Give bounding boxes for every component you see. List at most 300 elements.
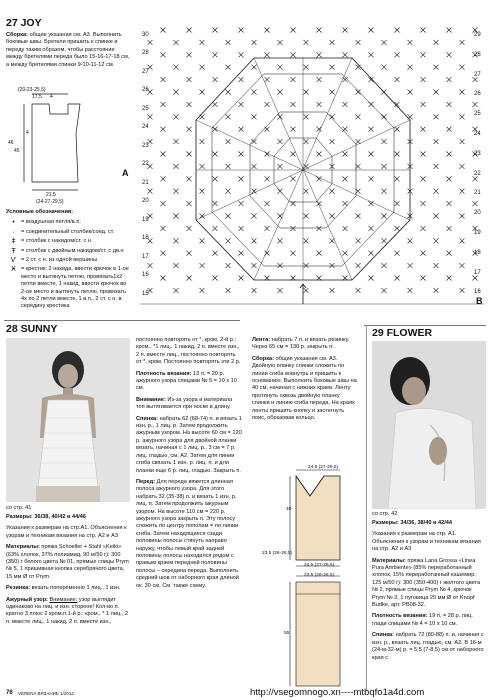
crochet-cross-mark (421, 276, 426, 281)
lace-text: узор выглядит одинаково на лиц. и изн. стороне! Кол-во п. кратно 3 плюс 2 кром.п.1-й р.: кром., * 1 лиц., 2 п. вместе лиц., 1 накид, 2 п. вместе изн., (6, 596, 129, 625)
crochet-cross-mark (161, 226, 166, 231)
crochet-cross-mark (174, 263, 179, 268)
crochet-cross-mark (434, 164, 439, 169)
joy-assembly-heading: Сборка: (6, 32, 29, 38)
lace-heading: Ажурный узор: (6, 596, 48, 603)
crochet-cross-mark (200, 189, 205, 194)
magazine-name: VERENA ВЯЗАНИЕ 1/2012 (18, 691, 74, 696)
crochet-cross-mark (434, 214, 439, 219)
crochet-cross-mark (174, 238, 179, 243)
dim-g: 23,5 (26-28,5) (262, 551, 293, 556)
back-heading: Спинка: (136, 415, 159, 422)
crochet-cross-mark (213, 226, 218, 231)
crochet-cross-mark (369, 52, 374, 57)
section-title-sunny: 28 SUNNY (6, 323, 58, 335)
crochet-cross-mark (343, 176, 348, 181)
crochet-cross-mark (174, 288, 179, 293)
crochet-cross-mark (382, 114, 387, 119)
sizes-label: Размеры (6, 514, 31, 520)
crochet-cross-mark (408, 65, 413, 70)
crochet-cross-mark (213, 28, 218, 33)
crochet-cross-mark (369, 152, 374, 157)
crochet-cross-mark (187, 276, 192, 281)
crochet-cross-mark (382, 40, 387, 45)
crochet-cross-mark (265, 102, 270, 107)
crochet-cross-mark (434, 40, 439, 45)
row-number: 23 (142, 143, 149, 149)
front-heading: Перед: (136, 478, 156, 485)
crochet-cross-mark (265, 176, 270, 181)
strip-heading: Лента: (252, 337, 271, 343)
crochet-cross-mark (434, 263, 439, 268)
row-number: 24 (142, 124, 149, 130)
row-number: 18 (474, 249, 481, 256)
crochet-cross-mark (382, 139, 387, 144)
crochet-cross-mark (239, 226, 244, 231)
crochet-cross-mark (369, 251, 374, 256)
crochet-cross-mark (226, 90, 231, 95)
crochet-cross-mark (473, 276, 478, 281)
row-number: 28 (474, 51, 481, 58)
caption-flower: со стр. 42 (372, 511, 398, 517)
crochet-cross-mark (317, 77, 322, 82)
joy-pattern-schematic (4, 86, 134, 198)
chain-stitch-icon: • (12, 219, 15, 227)
crochet-cross-mark (252, 90, 257, 95)
crochet-cross-mark (356, 114, 361, 119)
crochet-cross-mark (226, 263, 231, 268)
sunny-col2 (136, 337, 242, 594)
back-heading: Спинка: (372, 632, 395, 639)
crochet-cross-mark (408, 238, 413, 243)
double-crochet-icon: ǂ (11, 238, 16, 246)
crochet-cross-mark (343, 152, 348, 157)
crochet-cross-mark (317, 251, 322, 256)
crochet-cross-mark (174, 139, 179, 144)
crochet-cross-mark (161, 201, 166, 206)
assembly-heading: Сборка: (252, 355, 275, 362)
crochet-cross-mark (460, 214, 465, 219)
caption-sunny: со стр. 41 (6, 505, 32, 511)
sizes-note: Указания к размерам на стр. А1. Объяснения к узорам и техникам вязания на стр. А2 и А3 (372, 531, 481, 553)
crochet-cross-mark (304, 139, 309, 144)
crochet-cross-mark (447, 226, 452, 231)
chart-label-b: B (476, 296, 483, 306)
dim-top2: 17,5 (32, 94, 42, 100)
crochet-chart (140, 22, 484, 318)
crochet-cross-mark (304, 238, 309, 243)
crochet-cross-mark (421, 52, 426, 57)
row-number: 24 (474, 131, 481, 137)
crochet-cross-mark (447, 152, 452, 157)
section-title-joy: 27 JOY (6, 17, 42, 29)
rib-text: вязать попеременно 1 лиц., 1 изн. (31, 585, 121, 592)
crochet-cross-mark (330, 90, 335, 95)
crochet-cross-mark (213, 52, 218, 57)
crochet-cross-mark (317, 152, 322, 157)
dim-bottom2: (24-27-29,5) (36, 199, 64, 205)
row-number: 15 (142, 291, 149, 297)
crochet-cross-mark (239, 28, 244, 33)
crochet-cross-mark (200, 164, 205, 169)
crochet-cross-mark (356, 214, 361, 219)
dim-j: 23,5 (26-28,5) (304, 573, 335, 578)
crochet-cross-mark (174, 164, 179, 169)
crochet-cross-mark (278, 65, 283, 70)
crochet-cross-mark (291, 176, 296, 181)
crochet-cross-mark (226, 214, 231, 219)
crochet-cross-mark (252, 114, 257, 119)
crochet-cross-mark (278, 263, 283, 268)
crochet-cross-mark (460, 189, 465, 194)
crochet-cross-mark (239, 251, 244, 256)
legend-text: = столбик с двойным накидом/ст. с дв.н (21, 247, 124, 254)
crochet-cross-mark (473, 201, 478, 206)
crochet-cross-mark (304, 65, 309, 70)
crochet-cross-mark (460, 263, 465, 268)
model-photo-flower (372, 341, 486, 509)
crochet-cross-mark (187, 77, 192, 82)
crochet-cross-mark (447, 28, 452, 33)
materials-heading: Материалы: (372, 557, 406, 564)
crochet-cross-mark (395, 28, 400, 33)
crochet-cross-mark (213, 201, 218, 206)
sizes-value: 34/36, 38/40 и 42/44 (400, 520, 452, 526)
crochet-cross-mark (161, 152, 166, 157)
dim-bottom: 21,5 (46, 192, 56, 198)
crochet-cross-mark (291, 226, 296, 231)
crochet-cross-mark (291, 102, 296, 107)
crochet-cross-mark (434, 288, 439, 293)
crochet-cross-mark (356, 90, 361, 95)
crochet-cross-mark (200, 40, 205, 45)
crochet-cross-mark (226, 164, 231, 169)
lace-continued: постоянно повторять от *, кром. 2-й р.: кром., *1 лиц., 1 накид, 2 п. вместе изн., 2 п. вместе лиц., постоянно повторять от *, кром. Постоянно повторять эти 2 р. (136, 337, 241, 366)
crochet-cross-mark (226, 288, 231, 293)
crochet-cross-mark (369, 28, 374, 33)
materials-heading: Материалы: (6, 544, 40, 551)
lace-attn: Внимание: (49, 596, 78, 603)
crochet-cross-mark (239, 77, 244, 82)
crochet-cross-mark (174, 40, 179, 45)
crochet-cross-mark (148, 114, 153, 119)
row-number: 29 (474, 32, 481, 38)
crochet-cross-mark (408, 90, 413, 95)
divider (4, 320, 240, 321)
crochet-cross-mark (161, 28, 166, 33)
row-number: 30 (142, 32, 149, 38)
crochet-cross-mark (213, 77, 218, 82)
joy-assembly-block (6, 32, 132, 73)
crochet-cross-mark (174, 189, 179, 194)
crochet-cross-mark (291, 52, 296, 57)
crochet-cross-mark (317, 28, 322, 33)
row-number: 23 (474, 150, 481, 157)
crochet-cross-mark (434, 114, 439, 119)
crochet-cross-mark (356, 40, 361, 45)
crochet-cross-mark (421, 77, 426, 82)
crochet-cross-mark (265, 52, 270, 57)
joy-assembly-text: общие указания см. А3. Выполнить боковые швы. Бретели пришить к спинке и переду таким образом, чтобы расстояние между бретелями переда было 15-16-17-18 см, а между бретелями спинки 9-10-11-12 см. (6, 32, 130, 68)
source-url-link[interactable]: http://vsegomnogo.xn----mtbqfo1a4d.com (250, 687, 425, 698)
crochet-cross-mark (395, 201, 400, 206)
crochet-cross-mark (174, 90, 179, 95)
sunny-col1: Размеры: 36/38, 40/42 и 44/46 Указания к размерам на стр.А1. Объяснения к узорам и техникам вязания на стр. А2 и А3 Материалы: пряжа Schoeller + Stahl «Keiki» (63% хлопок, 37% полиамид, 90 м/50 г): 300 (350) г белого цвета № 01, прямые спицы Prym № 5, 1 пришивная кнопка серебряного цвета, 15 мм Ø от Prym. Резинка: вязать попеременно 1 лиц., 1 изн. Ажурный узор: Внимание: узор выглядит одинаково на лиц. и изн. стороне! Кол-во п. кратно 3 плюс 2 кром.п.1-й р.: кром., * 1 лиц., 2 п. вместе лиц., 1 накид, 2 п. вместе изн., (6, 514, 132, 630)
crochet-cross-mark (382, 288, 387, 293)
crochet-cross-mark (382, 65, 387, 70)
crochet-cross-mark (200, 90, 205, 95)
rib-heading: Резинка: (6, 585, 31, 592)
crochet-cross-mark (265, 28, 270, 33)
crochet-cross-mark (200, 263, 205, 268)
crochet-cross-mark (395, 276, 400, 281)
crochet-cross-mark (330, 65, 335, 70)
legend-text: = воздушная петля/в.п. (21, 219, 81, 226)
dim-top: (20-23-25,5) (18, 87, 46, 93)
crochet-cross-mark (447, 102, 452, 107)
crochet-cross-mark (382, 189, 387, 194)
row-number: 22 (142, 161, 149, 167)
crochet-cross-mark (291, 251, 296, 256)
sizes-note: Указания к размерам на стр.А1. Объяснения к узорам и техникам вязания на стр. А2 и А3 (6, 525, 127, 539)
crochet-cross-mark (434, 189, 439, 194)
crochet-cross-mark (460, 238, 465, 243)
crochet-cross-mark (239, 52, 244, 57)
crochet-cross-mark (200, 238, 205, 243)
crochet-cross-mark (226, 65, 231, 70)
crochet-cross-mark (356, 238, 361, 243)
crochet-cross-mark (343, 226, 348, 231)
crochet-cross-mark (174, 114, 179, 119)
sizes-label: Размеры (372, 520, 397, 526)
crochet-cross-mark (317, 52, 322, 57)
crochet-cross-mark (382, 214, 387, 219)
crochet-cross-mark (304, 90, 309, 95)
crochet-cross-mark (304, 288, 309, 293)
crochet-cross-mark (187, 102, 192, 107)
crochet-cross-mark (304, 114, 309, 119)
crochet-cross-mark (226, 238, 231, 243)
crochet-cross-mark (239, 276, 244, 281)
crochet-cross-mark (239, 176, 244, 181)
crochet-cross-mark (304, 214, 309, 219)
row-number: 25 (474, 111, 481, 118)
crochet-cross-mark (278, 90, 283, 95)
crochet-cross-mark (187, 28, 192, 33)
crochet-cross-mark (213, 127, 218, 132)
crochet-cross-mark (252, 263, 257, 268)
crochet-cross-mark (148, 40, 153, 45)
crochet-cross-mark (408, 288, 413, 293)
back-text: набрать 72 (80-88) п. и, начиная с изн. р., вязать лиц. гладью, см. А2. В 16-м (24-м-32-м) р. = 5,5 (7-8,5) см от наборного края с (372, 632, 484, 661)
crochet-cross-mark (252, 288, 257, 293)
crochet-cross-mark (460, 65, 465, 70)
crochet-cross-mark (252, 238, 257, 243)
sizes-value: 36/38, 40/42 и 44/46 (34, 514, 86, 520)
row-number: 21 (142, 180, 149, 186)
crochet-cross-mark (161, 127, 166, 132)
crochet-cross-mark (304, 189, 309, 194)
crochet-cross-mark (343, 52, 348, 57)
back-text: набрать 62 (68-74) п. и вязать 1 изн. р., 1 лиц. р. Затем продолжить ажурным узором. На высоте 60 см = 120 р. ажурного узора для двойной планки вязать, начиная с 1 лиц. р., 3 см = 7 р. лиц. гладью, см. А2. Затем для линии сгиба связать 1 изн. р. лиц. п. и для планки еще 6 р. лиц. гладью. Закрыть п. (136, 415, 242, 474)
crochet-cross-mark (200, 288, 205, 293)
crochet-cross-mark (369, 127, 374, 132)
row-number: 19 (474, 230, 481, 236)
legend-text: = крестик: 2 накида, ввести крючок в 1-ое место и вытянуть петлю, провязать1х2 петли вместе, 1 накид, ввести крючок во 2-ое место и вытянуть петлю, провязать 4х по 2 петли вместе, 1 в.п., 2 ст. с н. в середину крестика (21, 266, 129, 310)
crochet-cross-mark (408, 40, 413, 45)
crochet-cross-mark (161, 77, 166, 82)
crochet-cross-mark (369, 276, 374, 281)
attention-text: Из-за узора и материала топ вытягивается при носке в длину. (136, 396, 233, 411)
crochet-cross-mark (278, 288, 283, 293)
front-text: Для переда вяжется длинная полоса ажурного узора. Для этого набрать 32 (35-38) п. и вязать 1 изн. р. лиц. п. Затем продолжить ажурным узором. На высоте 110 см = 220 р. ажурного узора закрыть п. Эту полосу сложить по центру пополам = по линии сгиба. Затем находящиеся сзади половины полосы стянуть направо наружу, чтобы левый край задней половины полосы находился рядом с правым краем передней половины полосы – середина переда. Выполнить средний шов от наборного края длиной ок. 30 см. См. также схему. (136, 478, 239, 589)
crochet-cross-mark (174, 214, 179, 219)
crochet-cross-mark (382, 164, 387, 169)
crochet-cross-mark (213, 276, 218, 281)
crochet-cross-mark (187, 52, 192, 57)
row-number: 22 (474, 170, 481, 177)
crochet-cross-mark (382, 238, 387, 243)
flower-col: Размеры: 34/36, 38/40 и 42/44 Указания к размерам на стр. А1. Объяснения к узорам и техникам вязания на стр. А2 и А3 Материалы: пряжа Lana Grossa «Linea Pura Ambiente» (85% переработанный хлопок, 15% переработанный кашемир, 125 м/50 г): 300 (350-400) г желтого цвета № 2, прямые спицы Prym № 4, крючок Prym № 3, 1 пуговица 20 мм Ø от Knopf Budke, арт. PB08-32. Плотность вязания: 19 п. = 28 р. лиц. глади спицами № 4 = 10 х 10 см. Спинка: набрать 72 (80-88) п. и, начиная с изн. р., вязать лиц. гладью, см. А2. В 16-м (24-м-32-м) р. = 5,5 (7-8,5) см от наборного края с (372, 520, 486, 666)
treble-crochet-icon: Ŧ (11, 247, 16, 255)
slip-stitch-icon: · (12, 228, 15, 236)
crochet-cross-mark (421, 127, 426, 132)
density-heading: Плотность вязания: (136, 370, 192, 377)
legend-text: = столбик с накидом/ст. с н. (21, 238, 93, 245)
crochet-cross-mark (395, 127, 400, 132)
crochet-cross-mark (239, 102, 244, 107)
crochet-cross-mark (447, 52, 452, 57)
crochet-cross-mark (291, 152, 296, 157)
assembly-text: общие указания см. А3. Двойную планку спинки сложить по линии сгиба вовнутрь и пришить к основанию. Выполнить боковые швы на 40 см, начиная с нижних краев. Ленту протянуть сквозь двойную планку спинки и линию сгиба переда. На краях ленты пришить кнопку и застегнуть поис, образовав кольцо. (252, 355, 357, 422)
section-title-flower: 29 FLOWER (372, 327, 433, 339)
legend-text: = 2 ст. с н. из одной вершины (21, 257, 98, 264)
crochet-cross-mark (187, 176, 192, 181)
crochet-cross-mark (226, 114, 231, 119)
crochet-cross-mark (304, 263, 309, 268)
crochet-cross-mark (278, 214, 283, 219)
crochet-cross-mark (200, 65, 205, 70)
density-heading: Плотность вязания: (372, 613, 428, 620)
crochet-cross-mark (343, 127, 348, 132)
page-number: 76 (6, 690, 13, 696)
dim-side2: 45 (14, 148, 20, 154)
crochet-cross-mark (161, 102, 166, 107)
crochet-cross-mark (161, 176, 166, 181)
crochet-cross-mark (278, 139, 283, 144)
crochet-cross-mark (213, 176, 218, 181)
crochet-cross-mark (330, 288, 335, 293)
row-number: 25 (142, 106, 149, 112)
row-number: 21 (474, 190, 481, 197)
crochet-cross-mark (317, 102, 322, 107)
crochet-cross-mark (460, 164, 465, 169)
chart-label-a: A (122, 168, 129, 178)
crochet-cross-mark (395, 152, 400, 157)
crochet-cross-mark (447, 77, 452, 82)
crochet-cross-mark (200, 214, 205, 219)
crochet-cross-mark (265, 226, 270, 231)
crochet-cross-mark (421, 201, 426, 206)
crochet-cross-mark (460, 139, 465, 144)
crochet-cross-mark (447, 176, 452, 181)
model-photo-sunny (6, 338, 130, 502)
crochet-cross-mark (330, 214, 335, 219)
crochet-cross-mark (434, 65, 439, 70)
crochet-cross-mark (252, 164, 257, 169)
crochet-cross-mark (330, 189, 335, 194)
crochet-cross-mark (252, 65, 257, 70)
row-number: 18 (142, 235, 149, 241)
crochet-cross-mark (421, 28, 426, 33)
row-number: 17 (474, 269, 481, 276)
crochet-cross-mark (161, 52, 166, 57)
crochet-cross-mark (239, 201, 244, 206)
crochet-cross-mark (213, 251, 218, 256)
row-number: 26 (142, 87, 149, 93)
crochet-cross-mark (460, 90, 465, 95)
sunny-col3 (252, 337, 358, 426)
crochet-cross-mark (200, 139, 205, 144)
crochet-cross-mark (447, 251, 452, 256)
dim-f: 24,5 (27-29,5) (304, 563, 335, 568)
crochet-cross-mark (434, 238, 439, 243)
crochet-cross-mark (356, 288, 361, 293)
crochet-cross-mark (408, 263, 413, 268)
crochet-cross-mark (395, 226, 400, 231)
row-number: 20 (474, 210, 481, 217)
dim-top3: 4 (50, 94, 53, 100)
crochet-cross-mark (343, 201, 348, 206)
row-number: 27 (474, 71, 481, 78)
crochet-cross-mark (447, 201, 452, 206)
crochet-cross-mark (330, 139, 335, 144)
dim-h: 55 (284, 631, 290, 636)
crochet-cross-mark (356, 263, 361, 268)
row-number: 20 (142, 198, 149, 204)
crochet-cross-mark (291, 28, 296, 33)
crochet-cross-mark (434, 139, 439, 144)
row-number: 16 (474, 289, 481, 296)
legend-block (6, 209, 132, 313)
crochet-cross-mark (265, 201, 270, 206)
crochet-cross-mark (343, 102, 348, 107)
crochet-cross-mark (161, 276, 166, 281)
crochet-cross-mark (395, 176, 400, 181)
crochet-cross-mark (148, 189, 153, 194)
crochet-cross-mark (434, 90, 439, 95)
crochet-cross-mark (187, 251, 192, 256)
dim-a: 24,5 (27-29,5) (308, 465, 339, 470)
crochet-cross-mark (174, 65, 179, 70)
crochet-cross-mark (356, 65, 361, 70)
row-number: 16 (142, 272, 149, 278)
crochet-cross-mark (369, 176, 374, 181)
crochet-cross-mark (421, 226, 426, 231)
crochet-cross-mark (330, 40, 335, 45)
crochet-cross-mark (265, 77, 270, 82)
crochet-cross-mark (148, 263, 153, 268)
crochet-cross-mark (343, 28, 348, 33)
crochet-cross-mark (473, 77, 478, 82)
crochet-cross-mark (187, 127, 192, 132)
crochet-cross-mark (187, 201, 192, 206)
crochet-cross-mark (473, 176, 478, 181)
divider (364, 325, 486, 326)
crochet-cross-mark (278, 164, 283, 169)
cross-stitch-icon: Ӿ (11, 266, 16, 274)
crochet-cross-mark (239, 152, 244, 157)
